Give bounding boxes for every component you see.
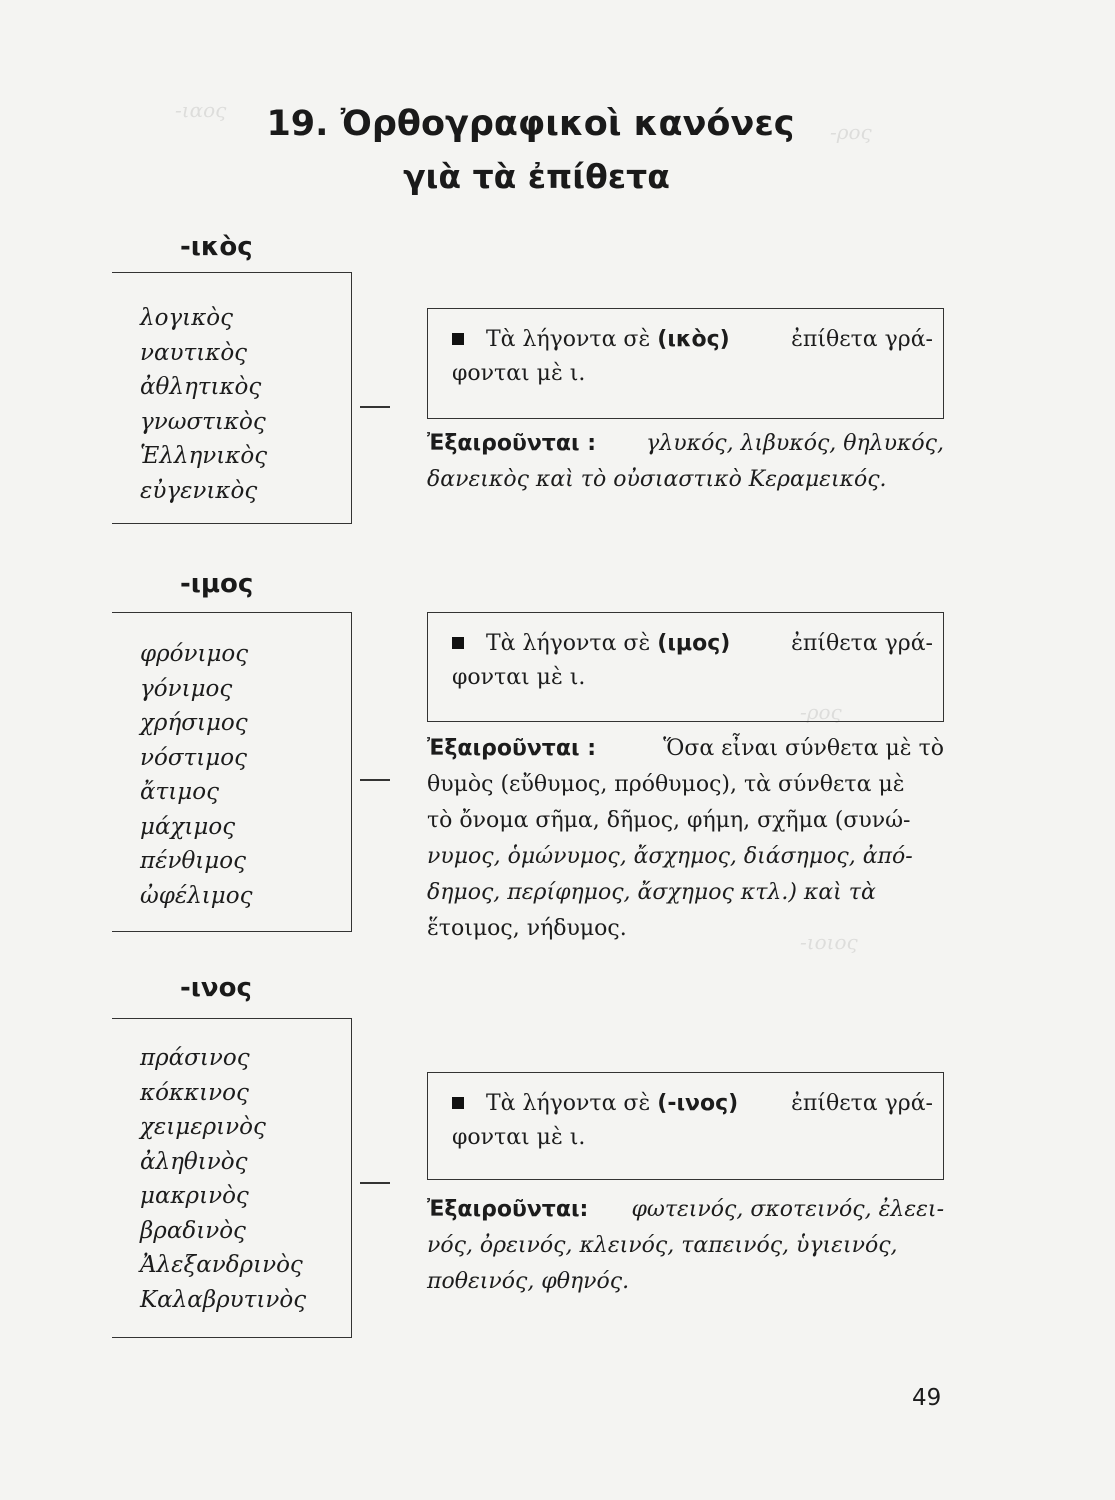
word: βραδινὸς [140, 1217, 246, 1244]
bleed-through-3: -ρος [800, 700, 842, 724]
connector-dash [360, 779, 390, 781]
word: πράσινος [140, 1045, 250, 1071]
bleed-through-4: -ιοιος [800, 930, 858, 954]
word: ἄτιμος [140, 779, 219, 805]
word: χειμερινὸς [140, 1114, 266, 1140]
bleed-through-2: -ρος [830, 120, 872, 144]
word: Ἀλεξανδρινὸς [140, 1252, 303, 1278]
bullet-square-icon [452, 333, 464, 345]
rule-box-imos: Τὰ λήγοντα σὲ (ιμος) ἐπίθετα γρά- φονται μὲ ι. [427, 612, 944, 722]
rule-box-inos: Τὰ λήγοντα σὲ (-ινος) ἐπίθετα γρά- φονται μὲ ι. [427, 1072, 944, 1180]
connector-dash [360, 1182, 390, 1184]
word: νόστιμος [140, 744, 247, 771]
word: κόκκινος [140, 1079, 249, 1106]
exceptions-imos: Ἐξαιροῦνται : Ὅσα εἶναι σύνθετα μὲ τὸ θυμὸς (εὔθυμος, πρόθυμος), τὰ σύνθετα μὲ τὸ ὄνομα σῆμα, δῆμος, φήμη, σχῆμα (συνώ- νυμος, ὁμώνυμος, ἄσχημος, διάσημος, ἀπό- δημος, περίφημος, ἄσχημος κτλ.) καὶ τὰ ἕτοιμος, νήδυμος. [427, 736, 944, 941]
word: φρόνιμος [140, 641, 249, 667]
bullet-square-icon [452, 1097, 464, 1109]
exceptions-ikos: Ἐξαιροῦνται : γλυκός, λιβυκός, θηλυκός, δανεικὸς καὶ τὸ οὐσιαστικὸ Κεραμεικός. [427, 431, 944, 492]
word-list-inos [112, 1018, 352, 1338]
word: μάχιμος [140, 813, 236, 840]
word: εὐγενικὸς [140, 477, 258, 504]
exceptions-inos: Ἐξαιροῦνται: φωτεινός, σκοτεινός, ἐλεει- νός, ὀρεινός, κλεινός, ταπεινός, ὑγιεινός, ποθεινός, φθηνός. [427, 1197, 944, 1294]
word: ὠφέλιμος [140, 882, 253, 909]
word-list-imos [112, 612, 352, 932]
word: χρήσιμος [140, 710, 248, 736]
word: πένθιμος [140, 848, 246, 874]
rule-box-ikos: Τὰ λήγοντα σὲ (ικὸς) ἐπίθετα γρά- φονται μὲ ι. [427, 308, 944, 419]
page-subtitle: γιὰ τὰ ἐπίθετα [403, 157, 670, 196]
word: γόνιμος [140, 675, 233, 702]
word: Ἑλληνικὸς [140, 443, 268, 469]
connector-dash [360, 406, 390, 408]
bleed-through-1: -ιαος [175, 98, 227, 122]
word: γνωστικὸς [140, 408, 266, 435]
page-title: 19. Ὀρθογραφικοὶ κανόνες [266, 104, 795, 144]
word: λογικὸς [140, 305, 233, 331]
suffix-inos: -ινος [180, 973, 252, 1003]
page-number: 49 [912, 1385, 942, 1411]
word: ναυτικὸς [140, 339, 248, 366]
suffix-ikos: -ικὸς [180, 232, 253, 262]
word: Καλαβρυτινὸς [140, 1286, 307, 1313]
word-list-ikos [112, 272, 352, 524]
bullet-square-icon [452, 637, 464, 649]
suffix-imos: -ιμος [180, 569, 254, 599]
word: μακρινὸς [140, 1183, 249, 1209]
word: ἀθλητικὸς [140, 374, 262, 400]
word: ἀληθινὸς [140, 1148, 248, 1175]
